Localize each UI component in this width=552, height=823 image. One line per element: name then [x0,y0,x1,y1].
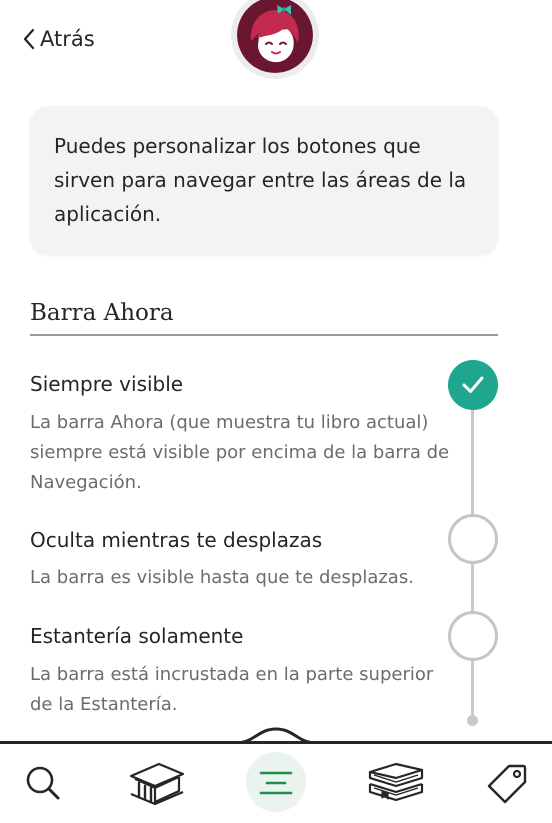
nav-tags[interactable] [473,748,543,818]
nav-library[interactable] [121,748,191,818]
option-description-estanteria: La barra está incrustada en la parte superior de la Estantería. [30,664,434,715]
libby-logo-icon [237,0,313,73]
menu-icon [256,768,296,798]
chevron-left-icon [22,27,36,51]
option-radio-siempre-visible[interactable] [448,360,498,410]
section-title: Barra Ahora [30,300,174,326]
intro-text: Puedes personalizar los botones que sirven para navegar entre las áreas de la aplicación. [54,134,467,226]
option-track-end [467,715,478,726]
shelf-books-icon [364,760,426,806]
nav-search[interactable] [8,748,78,818]
option-title-oculta[interactable]: Oculta mientras te desplazas [30,528,323,552]
option-description-oculta: La barra es visible hasta que te desplazas. [30,567,414,588]
back-button[interactable] [22,22,95,56]
option-title-estanteria[interactable]: Estantería solamente [30,624,244,648]
intro-card [30,106,498,254]
checkmark-icon [460,374,486,396]
option-radio-oculta[interactable] [448,514,498,564]
nav-shelf[interactable] [360,748,430,818]
option-description-siempre-visible: La barra Ahora (que muestra tu libro actual) siempre está visible por encima de la barra de Navegación. [30,412,450,493]
option-radio-estanteria[interactable] [448,611,498,661]
tag-icon [485,760,531,806]
app-logo [231,0,319,79]
bottom-navigation [0,744,552,823]
nav-menu[interactable] [241,748,311,818]
section-divider [30,334,498,336]
library-icon [125,760,187,806]
search-icon [23,763,63,803]
back-label: Atrás [40,27,95,51]
option-title-siempre-visible[interactable]: Siempre visible [30,372,184,396]
